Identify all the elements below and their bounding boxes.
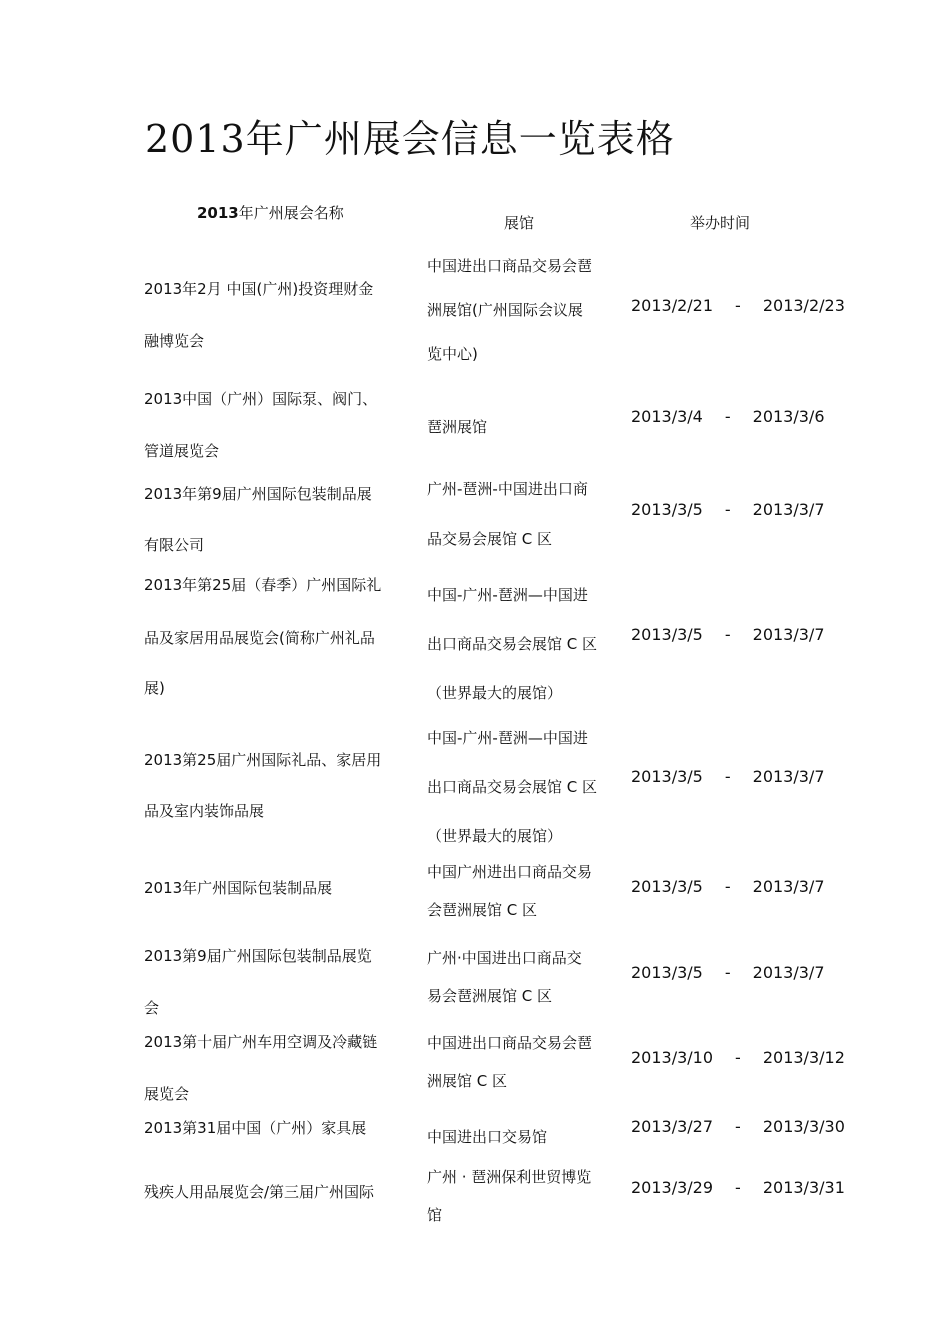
start-date: 2013/2/21 xyxy=(631,296,714,315)
start-date: 2013/3/10 xyxy=(631,1048,714,1067)
end-date: 2013/3/7 xyxy=(752,625,825,644)
exhibition-name-line: 2013第十届广州车用空调及冷藏链 xyxy=(144,1033,378,1051)
exhibition-dates xyxy=(631,625,871,644)
exhibition-name-line: 会 xyxy=(144,999,160,1017)
start-date: 2013/3/5 xyxy=(631,767,703,786)
date-separator: - xyxy=(735,1178,741,1197)
exhibition-venue-line: 洲展馆 C 区 xyxy=(427,1072,508,1090)
exhibition-name-line: 融博览会 xyxy=(144,332,205,350)
exhibition-venue-line: 易会琶洲展馆 C 区 xyxy=(427,987,553,1005)
exhibition-venue-line: 出口商品交易会展馆 C 区 xyxy=(427,778,598,796)
exhibition-venue-line: 中国-广州-琶洲—中国进 xyxy=(427,586,588,604)
exhibition-name-line: 管道展览会 xyxy=(144,442,220,460)
end-date: 2013/3/31 xyxy=(762,1178,845,1197)
end-date: 2013/3/7 xyxy=(752,767,825,786)
start-date: 2013/3/4 xyxy=(631,407,703,426)
start-date: 2013/3/5 xyxy=(631,625,703,644)
exhibition-venue-line: （世界最大的展馆） xyxy=(427,827,563,845)
exhibition-name-line: 2013年第25届（春季）广州国际礼 xyxy=(144,576,382,594)
column-header-name-year: 2013 xyxy=(197,204,239,222)
exhibition-name-line: 有限公司 xyxy=(144,536,205,554)
column-header-time: 举办时间 xyxy=(690,214,751,232)
exhibition-dates xyxy=(631,963,871,982)
exhibition-venue-line: 广州·中国进出口商品交 xyxy=(427,949,582,967)
date-separator: - xyxy=(735,296,741,315)
exhibition-name-line: 品及室内装饰品展 xyxy=(144,802,265,820)
column-header-name xyxy=(197,202,344,223)
exhibition-name-line: 品及家居用品展览会(简称广州礼品 xyxy=(144,629,375,647)
date-separator: - xyxy=(724,767,731,786)
date-separator: - xyxy=(724,500,731,519)
page-title: 2013年广州展会信息一览表格 xyxy=(145,117,675,161)
exhibition-name-line: 2013第9届广州国际包装制品展览 xyxy=(144,947,372,965)
column-header-name-text: 年广州展会名称 xyxy=(238,204,344,222)
exhibition-name-line: 残疾人用品展览会/第三届广州国际 xyxy=(144,1183,375,1201)
exhibition-dates xyxy=(631,767,871,786)
exhibition-dates xyxy=(631,1178,871,1197)
exhibition-venue-line: 会琶洲展馆 C 区 xyxy=(427,901,538,919)
exhibition-dates xyxy=(631,500,871,519)
exhibition-dates xyxy=(631,877,871,896)
exhibition-venue-line: 出口商品交易会展馆 C 区 xyxy=(427,635,598,653)
exhibition-dates xyxy=(631,1117,871,1136)
exhibition-dates xyxy=(631,407,871,426)
start-date: 2013/3/5 xyxy=(631,963,703,982)
exhibition-venue-line: 中国广州进出口商品交易 xyxy=(427,863,593,881)
date-separator: - xyxy=(724,625,731,644)
start-date: 2013/3/29 xyxy=(631,1178,714,1197)
end-date: 2013/3/30 xyxy=(762,1117,845,1136)
exhibition-name-line: 2013年2月 中国(广州)投资理财金 xyxy=(144,280,374,298)
exhibition-venue-line: 览中心) xyxy=(427,345,478,363)
exhibition-venue-line: 广州-琶洲-中国进出口商 xyxy=(427,480,588,498)
date-separator: - xyxy=(724,877,731,896)
exhibition-venue-line: 中国-广州-琶洲—中国进 xyxy=(427,729,588,747)
exhibition-venue-line: （世界最大的展馆） xyxy=(427,684,563,702)
end-date: 2013/3/7 xyxy=(752,963,825,982)
exhibition-name-line: 2013年广州国际包装制品展 xyxy=(144,879,333,897)
column-header-venue: 展馆 xyxy=(504,214,535,232)
exhibition-venue-line: 琶洲展馆 xyxy=(427,418,488,436)
exhibition-name-line: 2013第25届广州国际礼品、家居用 xyxy=(144,751,382,769)
exhibition-venue-line: 中国进出口商品交易会琶 xyxy=(427,257,593,275)
exhibition-venue-line: 中国进出口交易馆 xyxy=(427,1128,548,1146)
end-date: 2013/3/7 xyxy=(752,500,825,519)
exhibition-name-line: 2013第31届中国（广州）家具展 xyxy=(144,1119,367,1137)
start-date: 2013/3/5 xyxy=(631,877,703,896)
exhibition-name-line: 展览会 xyxy=(144,1085,190,1103)
end-date: 2013/2/23 xyxy=(762,296,845,315)
date-separator: - xyxy=(724,407,731,426)
exhibition-venue-line: 洲展馆(广州国际会议展 xyxy=(427,301,583,319)
start-date: 2013/3/5 xyxy=(631,500,703,519)
exhibition-venue-line: 馆 xyxy=(427,1206,443,1224)
exhibition-name-line: 展) xyxy=(144,679,165,697)
date-separator: - xyxy=(724,963,731,982)
exhibition-venue-line: 品交易会展馆 C 区 xyxy=(427,530,553,548)
date-separator: - xyxy=(735,1117,741,1136)
exhibition-name-line: 2013年第9届广州国际包装制品展 xyxy=(144,485,372,503)
date-separator: - xyxy=(735,1048,741,1067)
exhibition-dates xyxy=(631,296,871,315)
exhibition-name-line: 2013中国（广州）国际泵、阀门、 xyxy=(144,390,378,408)
end-date: 2013/3/6 xyxy=(752,407,825,426)
exhibition-venue-line: 中国进出口商品交易会琶 xyxy=(427,1034,593,1052)
start-date: 2013/3/27 xyxy=(631,1117,714,1136)
exhibition-venue-line: 广州 · 琶洲保利世贸博览 xyxy=(427,1168,592,1186)
exhibition-dates xyxy=(631,1048,871,1067)
end-date: 2013/3/7 xyxy=(752,877,825,896)
end-date: 2013/3/12 xyxy=(762,1048,845,1067)
